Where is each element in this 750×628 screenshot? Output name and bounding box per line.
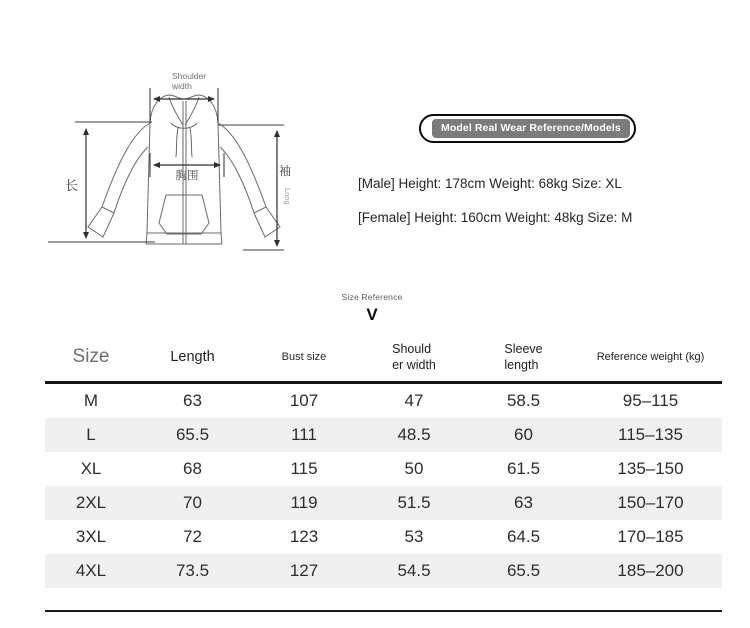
male-model-info: [Male] Height: 178cm Weight: 68kg Size: XL — [358, 176, 622, 191]
chest-label: 胸围 — [175, 170, 199, 182]
cell-length: 72 — [183, 527, 202, 546]
cell-length: 65.5 — [175, 425, 210, 444]
measurement-guides — [48, 88, 284, 250]
size-table — [45, 333, 722, 588]
cell-shoulder: 53 — [404, 527, 424, 546]
cell-bust: 115 — [290, 459, 318, 478]
table-row-3xl — [45, 520, 722, 554]
shoulder-width-label-line1: Shoulder — [172, 71, 207, 81]
cell-length: 70 — [183, 493, 202, 512]
cell-weight: 150–170 — [617, 493, 684, 512]
cell-length: 68 — [183, 459, 202, 478]
cell-sleeve: 65.5 — [506, 561, 541, 580]
cell-bust: 119 — [290, 493, 318, 512]
table-bottom-rule — [45, 610, 722, 612]
sleeve-label: 袖 — [278, 164, 292, 178]
cell-sleeve: 61.5 — [506, 459, 541, 478]
cell-sleeve: 63 — [514, 493, 533, 512]
size-reference-marker: V — [366, 305, 378, 324]
cell-shoulder: 51.5 — [397, 493, 431, 512]
cell-bust: 107 — [289, 391, 319, 410]
table-row-2xl — [45, 486, 722, 520]
cell-size: 2XL — [75, 493, 107, 512]
cell-shoulder: 47 — [404, 391, 424, 410]
cell-sleeve: 64.5 — [506, 527, 541, 546]
shoulder-width-label-line2: width — [172, 81, 192, 91]
header-sleeve-line2: length — [504, 358, 539, 372]
cell-size: L — [86, 425, 96, 444]
cell-size: 4XL — [75, 561, 107, 580]
cell-size: M — [83, 391, 99, 410]
header-shoulder-width — [360, 341, 468, 374]
header-size: Size — [72, 346, 110, 367]
header-bust-size: Bust size — [281, 351, 327, 363]
table-row-m — [45, 384, 722, 418]
cell-shoulder: 48.5 — [397, 425, 431, 444]
size-reference-title: Size Reference — [341, 292, 403, 302]
cell-bust: 111 — [291, 425, 317, 444]
cell-size: 3XL — [75, 527, 107, 546]
cell-weight: 170–185 — [617, 527, 684, 546]
hoodie-measurement-diagram — [22, 55, 352, 270]
header-shoulder-line2: er width — [392, 358, 436, 372]
table-row-4xl — [45, 554, 722, 588]
header-sleeve-length — [468, 341, 579, 374]
header-shoulder-line1: Should — [392, 341, 432, 356]
female-model-info: [Female] Height: 160cm Weight: 48kg Size: M — [358, 210, 633, 225]
cell-bust: 123 — [289, 527, 319, 546]
cell-length: 63 — [183, 391, 202, 410]
cell-sleeve: 60 — [514, 425, 533, 444]
cell-weight: 95–115 — [622, 391, 679, 410]
header-reference-weight: Reference weight (kg) — [596, 351, 705, 363]
cell-bust: 127 — [289, 561, 319, 580]
table-row-l — [45, 418, 722, 452]
cell-length: 73.5 — [175, 561, 210, 580]
cell-weight: 185–200 — [617, 561, 684, 580]
header-length: Length — [170, 349, 215, 365]
cell-shoulder: 50 — [404, 459, 424, 478]
cell-sleeve: 58.5 — [506, 391, 541, 410]
table-row-xl — [45, 452, 722, 486]
size-table-header — [45, 333, 722, 384]
cell-weight: 115–135 — [618, 425, 683, 444]
length-label: 长 — [65, 178, 79, 193]
models-badge-label: Model Real Wear Reference/Models — [432, 119, 630, 138]
models-badge — [419, 114, 636, 143]
header-sleeve-line1: Sleeve — [504, 341, 543, 356]
sleeve-long-label: Long — [283, 188, 292, 205]
cell-weight: 135–150 — [617, 459, 684, 478]
cell-size: XL — [80, 459, 102, 478]
cell-shoulder: 54.5 — [397, 561, 431, 580]
